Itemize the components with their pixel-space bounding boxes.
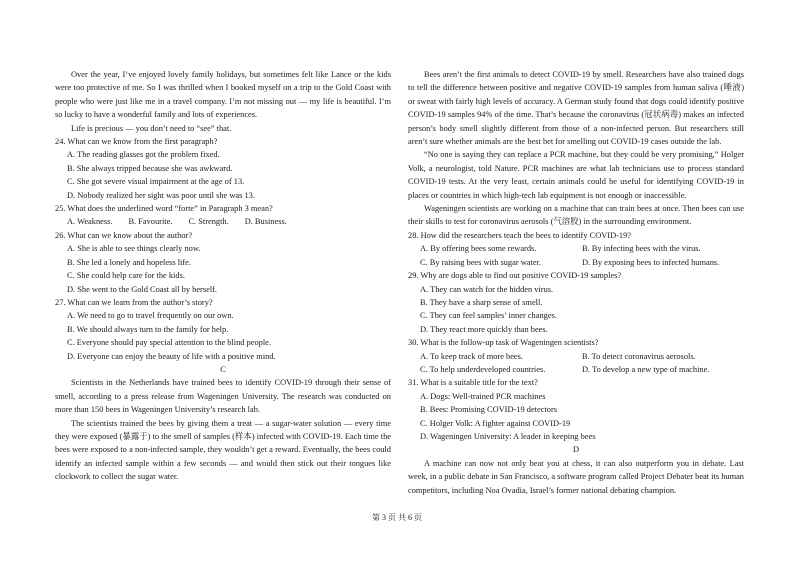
option-29-b: B. They have a sharp sense of smell. — [420, 297, 543, 307]
question-28-row-2 — [408, 256, 744, 269]
section-c-heading: C — [220, 364, 226, 374]
question-25-stem: 25. What does the underlined word “forte” in Paragraph 3 mean? — [55, 204, 273, 214]
option-30-c: C. To help underdeveloped countries. — [420, 364, 546, 374]
question-27-stem: 27. What can we learn from the author’s story? — [55, 297, 213, 307]
story-paragraph: Life is precious — you don’t need to “see” that. — [71, 123, 232, 133]
passage-c-paragraph: “No one is saying they can replace a PCR machine, but they could be very promising,” Holger Volk, a neurologist, told Nature. PCR machines are what lab technicians use to process standard COVID-19 tests. At the very least, certain animals could be useful for identifying COVID-19 in places or countries in which high-tech lab equipment is not enough or inaccessible. — [408, 150, 744, 200]
question-30-row-1 — [408, 350, 744, 363]
option-31-a: A. Dogs: Well-trained PCR machines — [420, 391, 546, 401]
story-paragraph: Over the year, I’ve enjoyed lovely family holidays, but sometimes felt like Lance or the kids were too protective of me. So I was thrilled when I booked myself on a trip to the Gold Coast with people who were just like me in a travel company. I’m not missing out — my life is beautiful. I’m so lucky to have a wonderful family and lots of experiences. — [55, 70, 391, 120]
question-30-stem: 30. What is the follow-up task of Wageningen scientists? — [408, 338, 599, 348]
section-d-heading: D — [572, 445, 580, 455]
page-number: 第 3 页 共 6 页 — [372, 513, 422, 522]
option-27-a: A. We need to go to travel frequently on our own. — [67, 311, 234, 321]
question-28-stem: 28. How did the researchers teach the bees to identify COVID-19? — [408, 230, 632, 240]
option-24-a: A. The reading glasses got the problem fixed. — [67, 150, 220, 160]
right-column — [408, 68, 744, 497]
option-26-a: A. She is able to see things clearly now. — [67, 244, 201, 254]
option-27-b: B. We should always turn to the family for help. — [67, 324, 229, 334]
option-30-a: A. To keep track of more bees. — [420, 351, 523, 361]
option-24-c: C. She got severe visual impairment at the age of 13. — [67, 177, 245, 187]
question-24-stem: 24. What can we know from the first paragraph? — [55, 137, 218, 147]
option-29-c: C. They can feel samples’ inner changes. — [420, 311, 557, 321]
question-25-options — [55, 215, 391, 228]
option-24-d: D. Nobody realized her sight was poor until she was 13. — [67, 190, 255, 200]
option-29-d: D. They react more quickly than bees. — [420, 324, 548, 334]
option-30-d: D. To develop a new type of machine. — [582, 364, 710, 374]
option-26-d: D. She went to the Gold Coast all by herself. — [67, 284, 218, 294]
option-31-d: D. Wageningen University: A leader in keeping bees — [420, 431, 596, 441]
passage-d-paragraph: A machine can now not only beat you at chess, it can also outperform you in debate. Last week, in a public debate in San Francisco, a software program called Project Debater beat its human competitors, including Noa Ovadia, Israel’s former national debating champion. — [408, 458, 744, 495]
option-27-d: D. Everyone can enjoy the beauty of life with a positive mind. — [67, 351, 276, 361]
option-24-b: B. She always tripped because she was awkward. — [67, 163, 233, 173]
option-26-b: B. She led a lonely and hopeless life. — [67, 257, 191, 267]
option-26-c: C. She could help care for the kids. — [67, 271, 185, 281]
question-26-stem: 26. What can we know about the author? — [55, 230, 193, 240]
passage-c-paragraph: Bees aren’t the first animals to detect COVID-19 by smell. Researchers have also trained dogs to tell the difference between positive and negative COVID-19 samples from human saliva (唾液) or sweat with fairly high levels of accuracy. A German study found that dogs could identify positive COVID-19 samples 94% of the time. That’s because the coronavirus (冠状病毒) makes an infected person’s body smell slightly different from those of a non-infected person. But researchers still aren’t sure whether animals are the best bet for smelling out COVID-19 cases outside the lab. — [408, 70, 744, 147]
option-28-d: D. By exposing bees to infected humans. — [582, 257, 720, 267]
option-28-c: C. By raising bees with sugar water. — [420, 257, 541, 267]
option-25-a: A. Weakness. — [67, 217, 113, 227]
option-29-a: A. They can watch for the hidden virus. — [420, 284, 554, 294]
option-31-b: B. Bees: Promising COVID-19 detectors — [420, 405, 558, 415]
question-30-row-2 — [408, 363, 744, 376]
question-29-stem: 29. Why are dogs able to find out positive COVID-19 samples? — [408, 271, 622, 281]
option-27-c: C. Everyone should pay special attention to the blind people. — [67, 338, 271, 348]
passage-c-paragraph: Scientists in the Netherlands have trained bees to identify COVID-19 through their sense of smell, according to a press release from Wageningen University. The research was conducted on more than 150 bees in Wageningen University’s research lab. — [55, 378, 391, 415]
question-31-stem: 31. What is a suitable title for the text? — [408, 378, 538, 388]
passage-c-paragraph: Wageningen scientists are working on a machine that can train bees at once. Then bees can use their skills to test for coronavirus aerosols (气溶胶) in the surrounding environment. — [408, 204, 744, 227]
option-28-a: A. By offering bees some rewards. — [420, 244, 537, 254]
option-25-c: C. Strength. — [188, 217, 229, 227]
left-column — [55, 68, 391, 484]
option-31-c: C. Holger Volk: A fighter against COVID-19 — [420, 418, 571, 428]
option-28-b: B. By infecting bees with the virus. — [582, 244, 701, 254]
option-25-d: D. Business. — [244, 217, 287, 227]
passage-c-paragraph: The scientists trained the bees by giving them a treat — a sugar-water solution — every time they were exposed (暴露于) to the smell of samples (样本) infected with COVID-19. Each time the bees were exposed to a non-infected sample, they wouldn’t get a reward. Eventually, the bees could identify an infected sample within a few seconds — and would then stick out their tongues like clockwork to collect the sugar water. — [55, 418, 391, 482]
question-28-row-1 — [408, 242, 744, 255]
option-25-b: B. Favourite. — [128, 217, 173, 227]
option-30-b: B. To detect coronavirus aerosols. — [582, 351, 696, 361]
